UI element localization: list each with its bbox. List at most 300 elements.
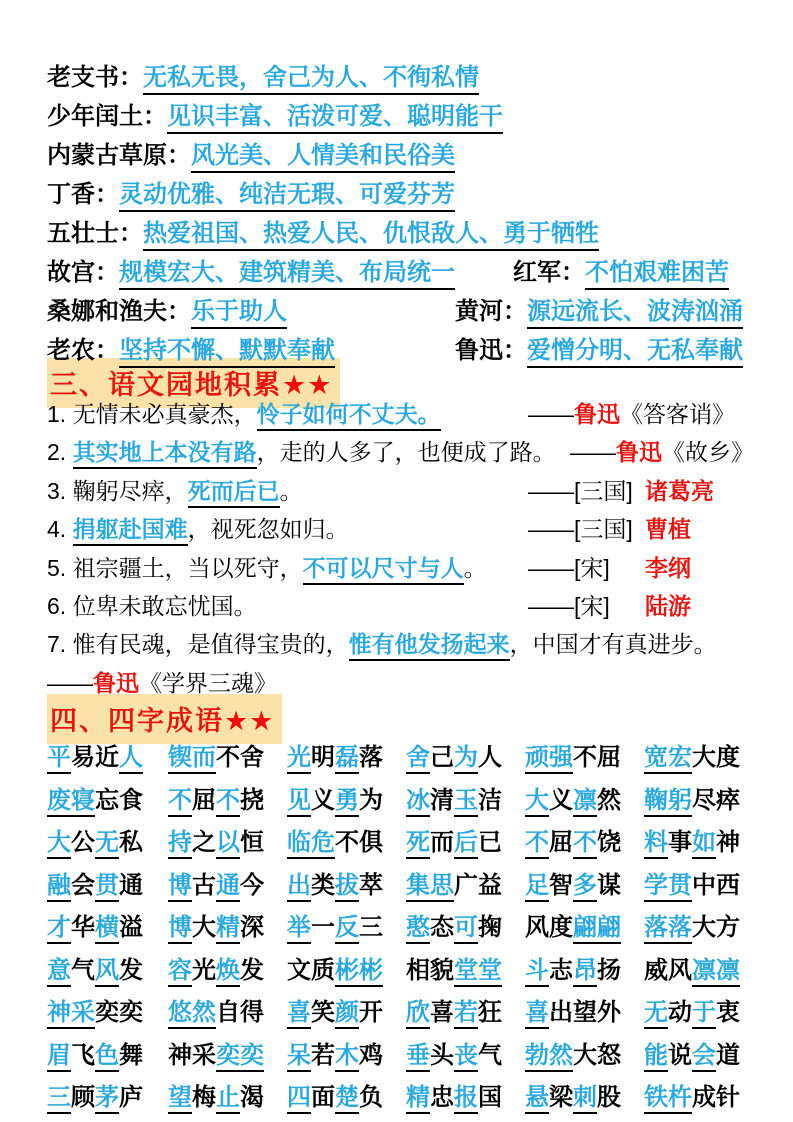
idiom-char: 清 <box>430 787 454 814</box>
quote-work: 《答客诮》 <box>620 401 735 427</box>
idiom-char: 公 <box>71 829 95 856</box>
idiom-cell <box>168 992 264 1027</box>
idiom-char-highlight: 如 <box>692 829 716 859</box>
idiom-char-highlight: 会 <box>692 1042 716 1072</box>
trait-pair <box>47 291 287 326</box>
idiom-char: 屈 <box>192 787 216 814</box>
idiom-char-highlight: 呆 <box>287 1042 311 1072</box>
trait-label: 少年闰土： <box>47 103 167 130</box>
quote-work: 《学界三魂》 <box>139 670 277 696</box>
idiom-char: 中西 <box>692 872 740 899</box>
idiom-cell <box>287 780 383 815</box>
quote-closing-attribution <box>0 665 793 699</box>
quote-text <box>47 511 349 544</box>
trait-label: 老支书： <box>47 64 143 91</box>
idiom-char-highlight: 神采 <box>47 999 95 1029</box>
idiom-char-highlight: 横 <box>95 914 119 944</box>
idiom-char: 志 <box>549 957 573 984</box>
trait-value: 热爱祖国、热爱人民、仇恨敌人、勇于牺牲 <box>143 220 599 251</box>
idiom-cell <box>168 1035 264 1070</box>
idiom-char: 梅 <box>192 1084 216 1111</box>
idiom-char: 大 <box>192 914 216 941</box>
idiom-cell <box>406 780 502 815</box>
idiom-char-highlight: 奕奕 <box>216 1042 264 1072</box>
trait-pair <box>47 252 455 287</box>
quote-attribution <box>528 473 633 506</box>
idiom-cell <box>525 907 621 942</box>
idiom-char: 顾 <box>71 1084 95 1111</box>
idiom-char: 易近 <box>71 744 119 771</box>
trait-value: 坚持不懈、默默奉献 <box>119 337 335 368</box>
quote-plain-text: 鞠躬尽瘁， <box>72 478 188 504</box>
idiom-cell <box>287 992 383 1027</box>
idiom-char: 国 <box>478 1084 502 1111</box>
idiom-char-highlight: 锲而 <box>168 744 216 774</box>
idiom-char-highlight: 意 <box>47 957 71 987</box>
idiom-char: 道 <box>716 1042 740 1069</box>
idiom-char-highlight: 出 <box>287 872 311 902</box>
quote-number: 4. <box>47 516 73 542</box>
idiom-cell <box>287 737 383 772</box>
idiom-char: 已 <box>478 829 502 856</box>
trait-pair-secondary <box>513 252 729 287</box>
quote-item <box>0 588 793 622</box>
quote-attribution <box>570 434 754 467</box>
idiom-char-highlight: 以 <box>216 829 240 859</box>
idiom-char: 掬 <box>478 914 502 941</box>
quote-plain-text: ，视死忽如归。 <box>187 516 349 542</box>
quote-plain-text: ，中国才有真进步。 <box>509 631 717 657</box>
idiom-char: 气 <box>71 957 95 984</box>
quote-dash: —— <box>570 439 616 465</box>
idiom-char-highlight: 不 <box>573 829 597 859</box>
idiom-char: 庐 <box>119 1084 143 1111</box>
idiom-cell <box>406 865 502 900</box>
idiom-char: 股 <box>597 1084 621 1111</box>
trait-pair-secondary <box>455 291 743 326</box>
quote-plain-text: 祖宗疆土，当以死守， <box>72 555 303 581</box>
idiom-char-highlight: 大 <box>525 787 549 817</box>
quote-number: 1. <box>47 401 73 427</box>
idiom-char-highlight: 无 <box>95 829 119 859</box>
quote-text <box>47 550 487 583</box>
quote-plain-text: 位卑未敢忘忧国。 <box>72 593 257 619</box>
quote-text <box>47 588 257 621</box>
idiom-char-highlight: 木 <box>335 1042 359 1072</box>
quote-attribution <box>528 396 735 429</box>
idiom-cell <box>525 822 621 857</box>
idiom-char: 奕奕 <box>95 999 143 1026</box>
quote-plain-text: ，走的人多了，也便成了路。 <box>256 439 556 465</box>
idiom-cell <box>644 822 740 857</box>
idiom-char-highlight: 足 <box>525 872 549 902</box>
trait-pair <box>47 174 455 209</box>
idiom-cell <box>47 737 143 772</box>
idiom-char: 风度 <box>525 914 573 941</box>
idiom-char-highlight: 顽强 <box>525 744 573 774</box>
idiom-char: 成针 <box>692 1084 740 1111</box>
quote-plain-text: 。 <box>279 478 303 504</box>
idiom-char-highlight: 悬 <box>525 1084 549 1114</box>
idiom-char-highlight: 可 <box>454 914 478 944</box>
trait-value: 无私无畏，舍己为人、不徇私情 <box>143 64 479 95</box>
idiom-char-highlight: 融 <box>47 872 71 902</box>
idiom-cell <box>168 1077 264 1112</box>
idiom-char: 一 <box>311 914 335 941</box>
idiom-char: 萃 <box>359 872 383 899</box>
idiom-char-highlight: 死 <box>406 829 430 859</box>
idiom-char: 梁 <box>549 1084 573 1111</box>
idiom-cell <box>406 907 502 942</box>
idiom-char-highlight: 刺 <box>573 1084 597 1114</box>
idiom-cell <box>525 865 621 900</box>
idiom-char: 威风 <box>644 957 692 984</box>
idiom-char: 私 <box>119 829 143 856</box>
idiom-char-highlight: 举 <box>287 914 311 944</box>
idiom-char-highlight: 人 <box>119 744 143 774</box>
idiom-char-highlight: 大 <box>47 829 71 859</box>
idiom-char: 明 <box>311 744 335 771</box>
trait-row <box>0 252 793 286</box>
idiom-char-highlight: 反 <box>335 914 359 944</box>
idiom-char-highlight: 风 <box>95 957 119 987</box>
trait-row <box>0 213 793 247</box>
quote-highlight: 惟有他发扬起来 <box>349 631 510 661</box>
trait-value: 乐于助人 <box>191 298 287 329</box>
idiom-char-highlight: 不 <box>168 787 192 817</box>
idiom-char-highlight: 喜 <box>525 999 549 1029</box>
idiom-char: 发 <box>240 957 264 984</box>
quote-highlight: 怜子如何不丈夫。 <box>257 401 441 431</box>
idiom-cell <box>644 907 740 942</box>
idiom-char: 舞 <box>119 1042 143 1069</box>
quote-highlight: 其实地上本没有路 <box>73 439 257 469</box>
idiom-char: 屈 <box>549 829 573 856</box>
idiom-char: 态 <box>430 914 454 941</box>
idiom-cell <box>406 1077 502 1112</box>
idiom-char: 扬 <box>597 957 621 984</box>
idiom-cell <box>47 865 143 900</box>
idiom-char-highlight: 无 <box>644 999 668 1029</box>
idiom-cell <box>47 950 143 985</box>
idiom-char-highlight: 堂堂 <box>454 957 502 987</box>
quote-highlight: 不可以尺寸与人 <box>303 555 464 585</box>
idiom-char: 事 <box>668 829 692 856</box>
idiom-char: 渴 <box>240 1084 264 1111</box>
idiom-char: 忠 <box>430 1084 454 1111</box>
trait-label: 桑娜和渔夫： <box>47 298 191 325</box>
quote-author: 鲁迅 <box>93 670 139 696</box>
idiom-char-highlight: 博 <box>168 872 192 902</box>
idiom-cell <box>168 950 264 985</box>
idiom-char: 相貌 <box>406 957 454 984</box>
idiom-cell <box>47 992 143 1027</box>
idiom-char: 广益 <box>454 872 502 899</box>
idiom-cell <box>644 1077 740 1112</box>
idiom-char: 笑 <box>311 999 335 1026</box>
quote-number: 6. <box>47 593 73 619</box>
idiom-char: 喜 <box>430 999 454 1026</box>
idiom-char: 谋 <box>597 872 621 899</box>
quote-era: [三国] <box>574 516 633 542</box>
idiom-char-highlight: 楚 <box>335 1084 359 1114</box>
quote-author: 鲁迅 <box>574 401 620 427</box>
trait-value: 源远流长、波涛汹涌 <box>527 298 743 329</box>
quote-plain-text: 。 <box>463 555 487 581</box>
quote-era: [宋] <box>574 555 610 581</box>
trait-row <box>0 96 793 130</box>
idiom-char-highlight: 茅 <box>95 1084 119 1114</box>
idiom-char: 神采 <box>168 1042 216 1069</box>
idiom-cell <box>47 1077 143 1112</box>
idiom-char-highlight: 平 <box>47 744 71 774</box>
quote-highlight: 捐躯赴国难 <box>73 516 188 546</box>
idiom-char: 大怒 <box>573 1042 621 1069</box>
idiom-char-highlight: 望 <box>168 1084 192 1114</box>
idiom-char-highlight: 临危 <box>287 829 335 859</box>
idiom-char-highlight: 不 <box>216 787 240 817</box>
quote-dash: —— <box>528 555 574 581</box>
idiom-char: 义 <box>549 787 573 814</box>
idiom-char-highlight: 多 <box>573 872 597 902</box>
idiom-char-highlight: 眉 <box>47 1042 71 1072</box>
idiom-char: 智 <box>549 872 573 899</box>
idiom-char: 负 <box>359 1084 383 1111</box>
idiom-char-highlight: 报 <box>454 1084 478 1114</box>
trait-row <box>0 135 793 169</box>
idiom-char: 挠 <box>240 787 264 814</box>
idiom-cell <box>525 1035 621 1070</box>
trait-value: 不怕艰难困苦 <box>585 259 729 290</box>
idiom-char: 溢 <box>119 914 143 941</box>
idiom-char: 今 <box>240 872 264 899</box>
trait-pair <box>47 213 599 248</box>
idiom-char-highlight: 后 <box>454 829 478 859</box>
idiom-cell <box>287 907 383 942</box>
idiom-cell <box>47 780 143 815</box>
quote-text <box>47 434 556 467</box>
idiom-char: 华 <box>71 914 95 941</box>
idiom-char: 大方 <box>692 914 740 941</box>
idiom-char-highlight: 昂 <box>573 957 597 987</box>
quote-item <box>0 434 793 468</box>
idiom-cell <box>406 822 502 857</box>
idiom-char-highlight: 精 <box>406 1084 430 1114</box>
idiom-char: 类 <box>311 872 335 899</box>
idiom-cell <box>47 822 143 857</box>
idiom-cell <box>168 907 264 942</box>
trait-pair <box>47 57 479 92</box>
idiom-char: 动 <box>668 999 692 1026</box>
quote-number: 5. <box>47 555 73 581</box>
idiom-char-highlight: 翩翩 <box>573 914 621 944</box>
idiom-char: 义 <box>311 787 335 814</box>
idiom-char: 文质 <box>287 957 335 984</box>
trait-value: 爱憎分明、无私奉献 <box>527 337 743 368</box>
quote-dash: —— <box>528 516 574 542</box>
idiom-char-highlight: 拔 <box>335 872 359 902</box>
idiom-char-highlight: 容 <box>168 957 192 987</box>
idiom-cell <box>406 950 502 985</box>
idiom-char: 然 <box>597 787 621 814</box>
idiom-char-highlight: 勇 <box>335 787 359 817</box>
quote-era: [宋] <box>574 593 610 619</box>
idiom-char-highlight: 精 <box>216 914 240 944</box>
idiom-char-highlight: 斗 <box>525 957 549 987</box>
quote-text <box>47 626 717 659</box>
idiom-cell <box>287 950 383 985</box>
quote-dash: —— <box>47 670 93 696</box>
trait-value: 灵动优雅、纯洁无瑕、可爱芬芳 <box>119 181 455 212</box>
idiom-char-highlight: 持 <box>168 829 192 859</box>
idiom-char: 而 <box>430 829 454 856</box>
trait-label: 内蒙古草原： <box>47 142 191 169</box>
idiom-char: 落 <box>359 744 383 771</box>
quote-attribution <box>528 588 610 621</box>
idiom-cell <box>644 950 740 985</box>
idiom-char: 己 <box>430 744 454 771</box>
idiom-char-highlight: 冰 <box>406 787 430 817</box>
idiom-cell <box>47 907 143 942</box>
trait-label: 红军： <box>513 259 585 286</box>
idiom-char-highlight: 勃然 <box>525 1042 573 1072</box>
idiom-char: 不舍 <box>216 744 264 771</box>
idiom-char: 不屈 <box>573 744 621 771</box>
idiom-char-highlight: 憨 <box>406 914 430 944</box>
quote-dash: —— <box>528 593 574 619</box>
idiom-cell <box>168 780 264 815</box>
quote-number: 7. <box>47 631 73 657</box>
idiom-char: 自得 <box>216 999 264 1026</box>
idiom-char-highlight: 欣 <box>406 999 430 1029</box>
quote-highlight: 死而后已 <box>188 478 280 508</box>
idiom-cell <box>168 737 264 772</box>
idiom-cell <box>525 950 621 985</box>
idiom-char-highlight: 三 <box>47 1084 71 1114</box>
trait-row <box>0 291 793 325</box>
idiom-char-highlight: 能 <box>644 1042 668 1072</box>
idiom-char-highlight: 落落 <box>644 914 692 944</box>
idiom-char-highlight: 为 <box>454 744 478 774</box>
quote-text <box>47 396 441 429</box>
quote-plain-text: 惟有民魂，是值得宝贵的， <box>72 631 349 657</box>
idiom-char: 出望外 <box>549 999 621 1026</box>
trait-pair <box>47 330 335 365</box>
idiom-char: 恒 <box>240 829 264 856</box>
idiom-char: 说 <box>668 1042 692 1069</box>
idiom-char-highlight: 废寝 <box>47 787 95 817</box>
idiom-char: 飞 <box>71 1042 95 1069</box>
idiom-char: 通 <box>119 872 143 899</box>
idiom-cell <box>168 865 264 900</box>
idiom-cell <box>644 780 740 815</box>
idiom-char-highlight: 凛 <box>573 787 597 817</box>
idiom-char-highlight: 彬彬 <box>335 957 383 987</box>
idiom-cell <box>525 1077 621 1112</box>
trait-value: 见识丰富、活泼可爱、聪明能干 <box>167 103 503 134</box>
idiom-char: 人 <box>478 744 502 771</box>
quote-item <box>0 396 793 430</box>
quote-item <box>0 550 793 584</box>
idiom-cell <box>644 865 740 900</box>
quote-author: 曹植 <box>645 516 691 542</box>
idiom-char-highlight: 贯 <box>95 872 119 902</box>
idiom-char-highlight: 磊 <box>335 744 359 774</box>
quote-plain-text: 无情未必真豪杰， <box>72 401 257 427</box>
idiom-char-highlight: 于 <box>692 999 716 1029</box>
idiom-char: 若 <box>311 1042 335 1069</box>
idiom-char: 会 <box>71 872 95 899</box>
trait-label: 老农： <box>47 337 119 364</box>
idiom-char: 发 <box>119 957 143 984</box>
trait-label: 故宫： <box>47 259 119 286</box>
quote-dash: —— <box>528 401 574 427</box>
trait-label: 五壮士： <box>47 220 143 247</box>
idiom-char-highlight: 焕 <box>216 957 240 987</box>
quote-attribution <box>528 511 633 544</box>
idiom-char-highlight: 光 <box>287 744 311 774</box>
idiom-char-highlight: 颜 <box>335 999 359 1029</box>
idiom-cell <box>406 737 502 772</box>
idiom-char-highlight: 博 <box>168 914 192 944</box>
section3-title: 三、语文园地积累 <box>50 370 282 400</box>
idiom-char: 古 <box>192 872 216 899</box>
idiom-char-highlight: 宽宏 <box>644 744 692 774</box>
idiom-char-highlight: 学贯 <box>644 872 692 902</box>
idiom-cell <box>287 1077 383 1112</box>
idiom-cell <box>644 1035 740 1070</box>
idiom-cell <box>287 865 383 900</box>
quote-author: 鲁迅 <box>616 439 662 465</box>
section3-stars-icon: ★★ <box>282 370 333 400</box>
idiom-char: 狂 <box>478 999 502 1026</box>
idiom-char-highlight: 舍 <box>406 744 430 774</box>
idiom-cell <box>47 1035 143 1070</box>
idiom-char-highlight: 止 <box>216 1084 240 1114</box>
trait-pair <box>47 135 455 170</box>
idiom-char: 光 <box>192 957 216 984</box>
idiom-char: 饶 <box>597 829 621 856</box>
section4-title: 四、四字成语 <box>50 706 224 736</box>
idiom-char: 洁 <box>478 787 502 814</box>
idiom-char: 为 <box>359 787 383 814</box>
idiom-char-highlight: 玉 <box>454 787 478 817</box>
idiom-char: 衷 <box>716 999 740 1026</box>
idiom-char: 三 <box>359 914 383 941</box>
trait-label: 黄河： <box>455 298 527 325</box>
idiom-char: 神 <box>716 829 740 856</box>
idiom-cell <box>168 822 264 857</box>
idiom-char: 大度 <box>692 744 740 771</box>
trait-pair <box>47 96 503 131</box>
idiom-char-highlight: 凛凛 <box>692 957 740 987</box>
quote-item <box>0 626 793 660</box>
idiom-cell <box>525 780 621 815</box>
idiom-char-highlight: 垂 <box>406 1042 430 1072</box>
idiom-cell <box>406 992 502 1027</box>
idiom-cell <box>644 992 740 1027</box>
idiom-char-highlight: 四 <box>287 1084 311 1114</box>
idiom-char: 面 <box>311 1084 335 1111</box>
idiom-char-highlight: 鞠躬 <box>644 787 692 817</box>
idiom-cell <box>644 737 740 772</box>
trait-label: 丁香： <box>47 181 119 208</box>
quote-author: 陆游 <box>645 593 691 619</box>
quote-item <box>0 511 793 545</box>
quote-number: 2. <box>47 439 73 465</box>
idiom-char: 尽瘁 <box>692 787 740 814</box>
idiom-char-highlight: 喜 <box>287 999 311 1029</box>
